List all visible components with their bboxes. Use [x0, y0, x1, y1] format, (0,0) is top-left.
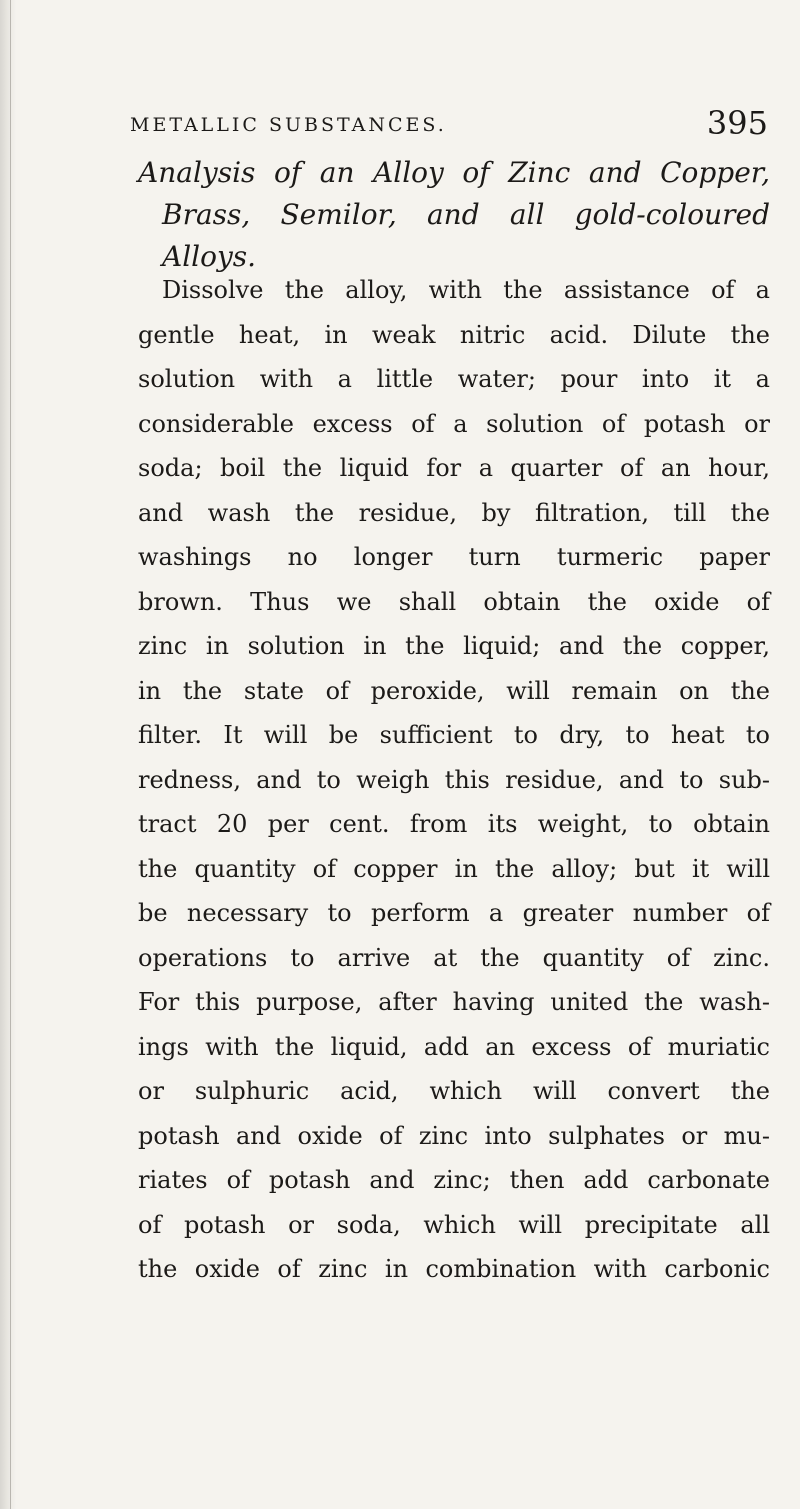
paragraph-line: or sulphuric acid, which will convert the: [138, 1077, 770, 1105]
page-header: [110, 104, 770, 144]
paragraph-line: ings with the liquid, add an excess of muriatic: [138, 1032, 770, 1061]
paragraph-line: washings no longer turn turmeric paper: [138, 543, 770, 571]
section-title-line: Brass, Semilor, and all gold-coloured: [162, 198, 770, 231]
paragraph-line: potash and oxide of zinc into sulphates or mu-: [138, 1121, 770, 1150]
body-paragraph: [138, 268, 770, 1292]
page-number: 395: [706, 104, 768, 142]
page-binding-line: [10, 0, 11, 1509]
paragraph-line: zinc in solution in the liquid; and the copper,: [138, 632, 770, 660]
section-title-line: Analysis of an Alloy of Zinc and Copper,: [138, 156, 770, 189]
page-binding-edge: [0, 0, 16, 1509]
paragraph-line: filter. It will be sufficient to dry, to heat to: [138, 721, 770, 749]
paragraph-line: operations to arrive at the quantity of zinc.: [138, 943, 770, 972]
paragraph-line: Dissolve the alloy, with the assistance of a: [162, 276, 770, 304]
paragraph-line: considerable excess of a solution of potash or: [138, 409, 770, 438]
paragraph-line: riates of potash and zinc; then add carbonate: [138, 1166, 770, 1194]
section-title: [138, 152, 770, 278]
paragraph-line: redness, and to weigh this residue, and to sub-: [138, 765, 770, 794]
paragraph-line: brown. Thus we shall obtain the oxide of: [138, 587, 770, 616]
paragraph-line: and wash the residue, by filtration, till the: [138, 498, 770, 527]
paragraph-line: in the state of peroxide, will remain on the: [138, 676, 770, 705]
paragraph-line: For this purpose, after having united the wash-: [138, 988, 770, 1016]
section-title-line: Alloys.: [162, 240, 257, 273]
paragraph-line: soda; boil the liquid for a quarter of an hour,: [138, 454, 770, 482]
paragraph-line: tract 20 per cent. from its weight, to obtain: [138, 810, 770, 838]
paragraph-line: gentle heat, in weak nitric acid. Dilute the: [138, 320, 770, 349]
running-head: METALLIC SUBSTANCES.: [130, 114, 447, 136]
paragraph-line: solution with a little water; pour into it a: [138, 365, 770, 393]
paragraph-line: the quantity of copper in the alloy; but it will: [138, 854, 770, 883]
paragraph-line: be necessary to perform a greater number of: [138, 899, 770, 927]
paragraph-line: the oxide of zinc in combination with carbonic: [138, 1255, 770, 1283]
paragraph-line: of potash or soda, which will precipitate all: [138, 1210, 770, 1239]
